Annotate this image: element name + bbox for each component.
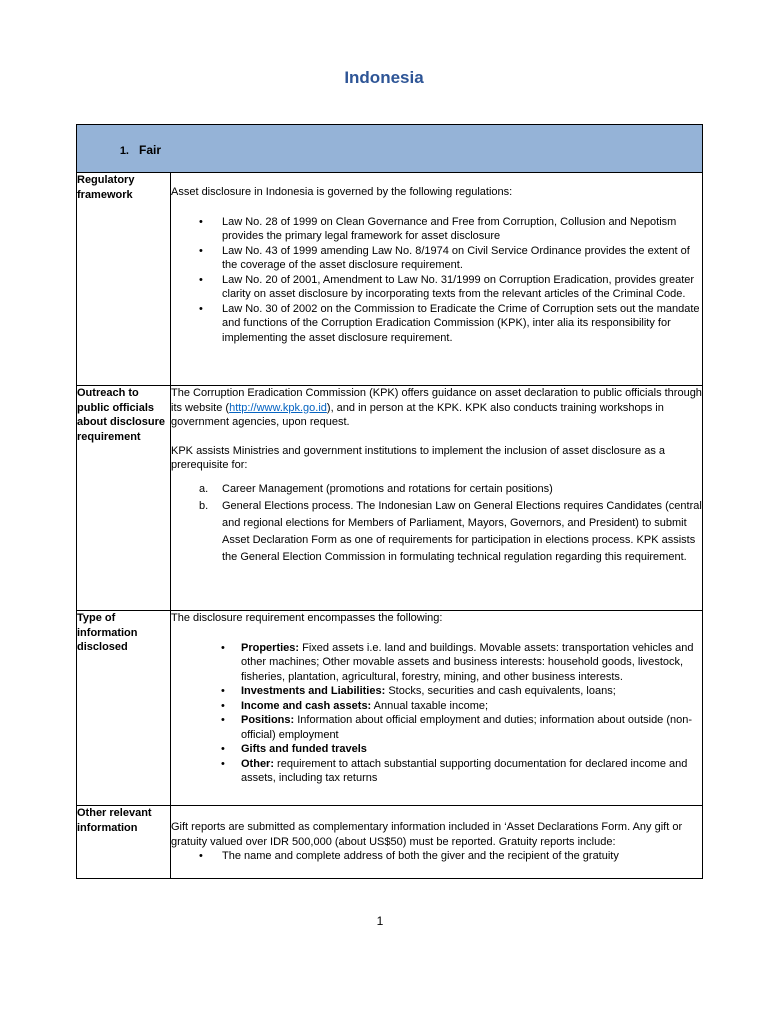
other-paragraph: Gift reports are submitted as complementary information included in ‘Asset Declarations Form. Any gift or gratuity valued over IDR 500,000 (about US$50) must be reported. Gratuity reports include: [171, 821, 683, 848]
list-item: • Law No. 20 of 2001, Amendment to Law No. 31/1999 on Corruption Eradication, provides greater clarity on asset disclosure by incorporating texts from the relevant articles of the Criminal Code. [199, 273, 695, 300]
outreach-list [171, 481, 702, 566]
regulatory-list [171, 215, 702, 346]
row-content-other [171, 806, 703, 879]
table-row [77, 386, 703, 611]
table-row [77, 173, 703, 386]
section-label: Fair [139, 143, 162, 157]
row-label-type: Type of information disclosed [77, 611, 171, 806]
list-item: a. Career Management (promotions and rotations for certain positions) [199, 482, 553, 495]
page-title: Indonesia [344, 68, 424, 87]
list-item: • Other: requirement to attach substantial supporting documentation for declared income and assets, including tax returns [221, 757, 688, 784]
list-item: • Law No. 28 of 1999 on Clean Governance and Free from Corruption, Collusion and Nepotism provides the primary legal framework for asset disclosure [199, 215, 677, 242]
list-item: b. General Elections process. The Indonesian Law on General Elections requires Candidates (central and regional elections for Members of Parliament, Mayors, Governors, and President) to submit Asset Declaration Form as one of requirements for participation in elections process. KPK assists the General Election Commission in formulating technical regulation regarding this requirement. [199, 499, 702, 563]
page-number: 1 [376, 914, 384, 928]
row-label-other: Other relevant information [77, 806, 171, 879]
row-content-regulatory [171, 173, 703, 386]
outreach-paragraph-2: KPK assists Ministries and government institutions to implement the inclusion of asset disclosure as a prerequisite for: [171, 444, 666, 471]
list-item: • Gifts and funded travels [221, 743, 367, 755]
list-item: • Law No. 30 of 2002 on the Commission to Eradicate the Crime of Corruption sets out the mandate and functions of the Corruption Eradication Commission (KPK), inter alia its responsibility for implementing the asset disclosure requirement. [199, 302, 700, 344]
list-item: • The name and complete address of both the giver and the recipient of the gratuity [199, 850, 619, 862]
section-number: 1. [119, 145, 129, 157]
row-label-regulatory: Regulatory framework [77, 173, 171, 386]
row-content-type [171, 611, 703, 806]
type-intro: The disclosure requirement encompasses the following: [171, 612, 443, 624]
regulatory-intro: Asset disclosure in Indonesia is governed by the following regulations: [171, 186, 513, 198]
table-row [77, 611, 703, 806]
type-list [171, 641, 702, 786]
row-label-outreach: Outreach to public officials about disclosure requirement [77, 386, 171, 611]
section-header [77, 125, 703, 173]
list-item: • Positions: Information about official employment and duties; information about outside (non-official) employment [221, 714, 693, 741]
outreach-paragraph-1: The Corruption Eradication Commission (KPK) offers guidance on asset declaration to public officials through its website (http://www.kpk.go.id), and in person at the KPK. KPK also conducts training workshops in government agencies, upon request. [171, 387, 702, 428]
row-content-outreach [171, 386, 703, 611]
info-table [76, 124, 703, 879]
list-item: • Properties: Fixed assets i.e. land and buildings. Movable assets: transportation vehicles and other machines; Other movable assets and business interests: household goods, livestock, fisheries, plantation, agricultural, forestry, mining, and other business interests. [221, 641, 694, 683]
list-item: • Income and cash assets: Annual taxable income; [221, 699, 489, 712]
list-item: • Investments and Liabilities: Stocks, securities and cash equivalents, loans; [221, 685, 616, 697]
list-item: • Law No. 43 of 1999 amending Law No. 8/1974 on Civil Service Ordinance provides the extent of the coverage of the asset disclosure requirement. [199, 244, 690, 271]
other-list [171, 849, 702, 864]
table-row [77, 806, 703, 879]
kpk-website-link[interactable]: http://www.kpk.go.id [229, 401, 327, 414]
section-header-row [77, 125, 703, 173]
